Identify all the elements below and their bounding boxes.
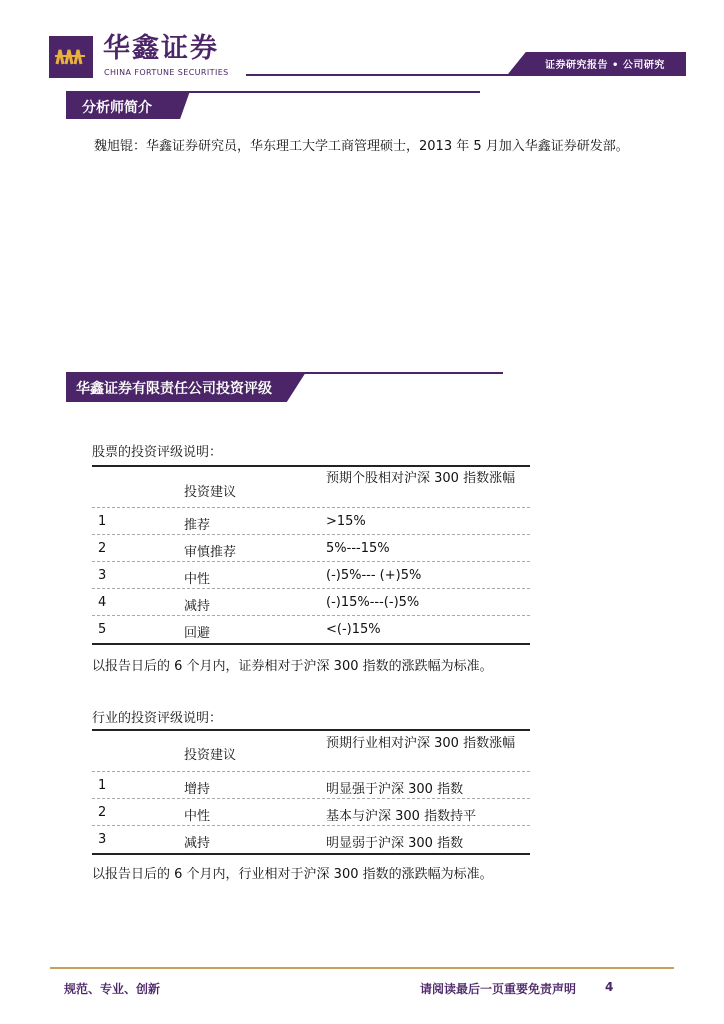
brand-name-en: CHINA FORTUNE SECURITIES <box>104 68 229 77</box>
industry-rating-note: 以报告日后的 6 个月内，行业相对于沪深 300 指数的涨跌幅为标准。 <box>92 867 493 882</box>
row-divider <box>92 798 530 799</box>
brand-name-cn: 华鑫证券 <box>103 33 219 64</box>
industry-row-1-num: 1 <box>98 778 107 793</box>
stock-row-1-range: >15% <box>326 514 366 529</box>
stock-rating-caption: 股票的投资评级说明： <box>92 445 223 460</box>
industry-rating-caption: 行业的投资评级说明： <box>92 711 223 726</box>
stock-row-2-range: 5%---15% <box>326 541 390 556</box>
footer-divider <box>50 967 674 969</box>
stock-row-3-range: (-)5%--- (+)5% <box>326 568 422 583</box>
stock-row-5-advice: 回避 <box>184 626 211 641</box>
stock-row-1-num: 1 <box>98 514 107 529</box>
stock-row-5-num: 5 <box>98 622 107 637</box>
stock-row-4-advice: 减持 <box>184 599 211 614</box>
stock-table-bottom-rule <box>92 643 530 645</box>
industry-row-3-num: 3 <box>98 832 107 847</box>
stock-row-2-num: 2 <box>98 541 107 556</box>
page-number: 4 <box>605 980 614 994</box>
stock-row-4-range: (-)15%---(-)5% <box>326 595 420 610</box>
stock-row-1-advice: 推荐 <box>184 518 211 533</box>
logo-icon <box>49 36 93 78</box>
stock-table-top-rule <box>92 465 530 467</box>
row-divider <box>92 771 530 772</box>
company-logo <box>49 36 93 78</box>
report-tag-text: 证券研究报告 • 公司研究 <box>545 60 665 71</box>
industry-row-2-num: 2 <box>98 805 107 820</box>
industry-table-bottom-rule <box>92 853 530 855</box>
industry-row-2-advice: 中性 <box>184 809 211 824</box>
row-divider <box>92 561 530 562</box>
stock-row-4-num: 4 <box>98 595 107 610</box>
row-divider <box>92 615 530 616</box>
header-divider <box>246 74 686 76</box>
row-divider <box>92 588 530 589</box>
footer-slogan: 规范、专业、创新 <box>64 982 161 996</box>
row-divider <box>92 507 530 508</box>
stock-row-3-num: 3 <box>98 568 107 583</box>
industry-table-top-rule <box>92 729 530 731</box>
analyst-bio: 魏旭锟：华鑫证券研究员，华东理工大学工商管理硕士，2013 年 5 月加入华鑫证券研发部。 <box>94 139 629 154</box>
industry-row-3-advice: 减持 <box>184 836 211 851</box>
industry-row-1-advice: 增持 <box>184 782 211 797</box>
industry-header-advice: 投资建议 <box>184 748 237 763</box>
stock-header-expectation: 预期个股相对沪深 300 指数涨幅 <box>326 471 516 486</box>
stock-header-advice: 投资建议 <box>184 485 237 500</box>
stock-row-5-range: <(-)15% <box>326 622 381 637</box>
row-divider <box>92 825 530 826</box>
industry-header-expectation: 预期行业相对沪深 300 指数涨幅 <box>326 736 516 751</box>
stock-rating-note: 以报告日后的 6 个月内，证券相对于沪深 300 指数的涨跌幅为标准。 <box>92 659 493 674</box>
industry-row-1-desc: 明显强于沪深 300 指数 <box>326 782 464 797</box>
analyst-section-title: 分析师简介 <box>82 100 152 116</box>
stock-row-2-advice: 审慎推荐 <box>184 545 237 560</box>
row-divider <box>92 534 530 535</box>
footer-disclaimer: 请阅读最后一页重要免责声明 <box>420 982 577 996</box>
rating-section-title: 华鑫证券有限责任公司投资评级 <box>76 381 272 397</box>
stock-row-3-advice: 中性 <box>184 572 211 587</box>
industry-row-3-desc: 明显弱于沪深 300 指数 <box>326 836 464 851</box>
industry-row-2-desc: 基本与沪深 300 指数持平 <box>326 809 477 824</box>
